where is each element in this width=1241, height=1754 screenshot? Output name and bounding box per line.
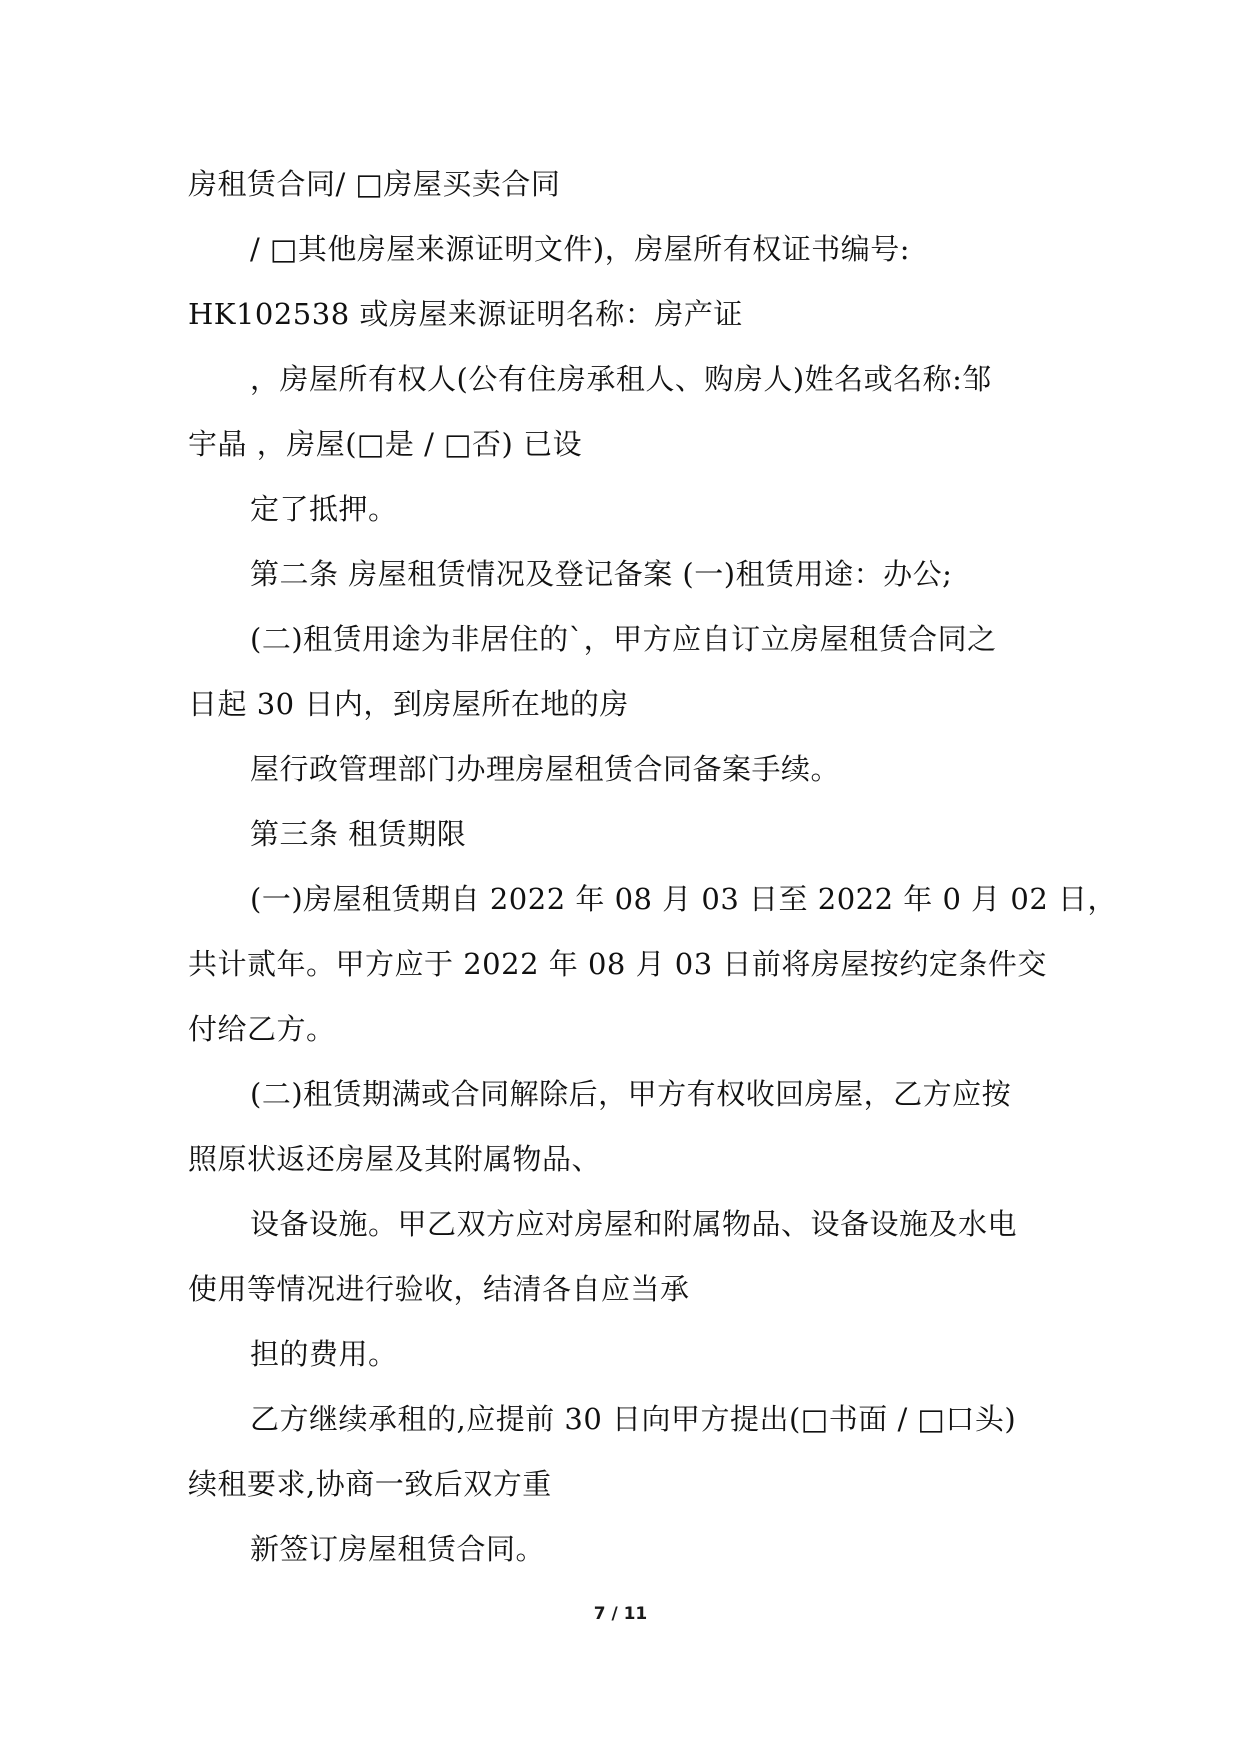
article-3-clause-2-inspection-cont: 使用等情况进行验收，结清各自应当承 [188,1272,690,1306]
article-2-heading: 第二条 房屋租赁情况及登记备案 (一)租赁用途：办公; [250,557,953,591]
text-line-owner: ，房屋所有权人(公有住房承租人、购房人)姓名或名称:邹 [250,362,992,396]
article-2-clause-2-cont: 日起 30 日内，到房屋所在地的房 [188,687,629,721]
text-line-mortgage-end: 定了抵押。 [250,492,398,526]
article-3-heading: 第三条 租赁期限 [250,817,467,851]
text-line-certificate: / □其他房屋来源证明文件)，房屋所有权证书编号: [250,232,910,266]
article-3-clause-1: (一)房屋租赁期自 2022 年 08 月 03 日至 2022 年 0 月 02 日， [250,882,1118,916]
text-line-mortgage: 宇晶 ，房屋(□是 / □否) 已设 [188,427,583,461]
document-body [188,158,1118,1588]
article-3-clause-1-end: 付给乙方。 [188,1012,336,1046]
article-3-clause-2-end: 担的费用。 [250,1337,398,1371]
text-line-continuation: 房租赁合同/ □房屋买卖合同 [188,167,561,201]
article-2-clause-2: (二)租赁用途为非居住的`，甲方应自订立房屋租赁合同之 [250,622,997,656]
article-3-clause-2-cont: 照原状返还房屋及其附属物品、 [188,1142,602,1176]
text-line-certificate-number: HK102538 或房屋来源证明名称：房产证 [188,297,743,331]
renewal-clause-end: 新签订房屋租赁合同。 [250,1532,546,1566]
article-3-clause-2-inspection: 设备设施。甲乙双方应对房屋和附属物品、设备设施及水电 [250,1207,1018,1241]
article-3-clause-1-cont: 共计贰年。甲方应于 2022 年 08 月 03 日前将房屋按约定条件交 [188,947,1047,981]
renewal-clause: 乙方继续承租的,应提前 30 日向甲方提出(□书面 / □口头) [250,1402,1017,1436]
page-number: 7 / 11 [593,1604,648,1624]
article-2-clause-2-end: 屋行政管理部门办理房屋租赁合同备案手续。 [250,752,841,786]
renewal-clause-cont: 续租要求,协商一致后双方重 [188,1467,552,1501]
article-3-clause-2: (二)租赁期满或合同解除后，甲方有权收回房屋，乙方应按 [250,1077,1012,1111]
